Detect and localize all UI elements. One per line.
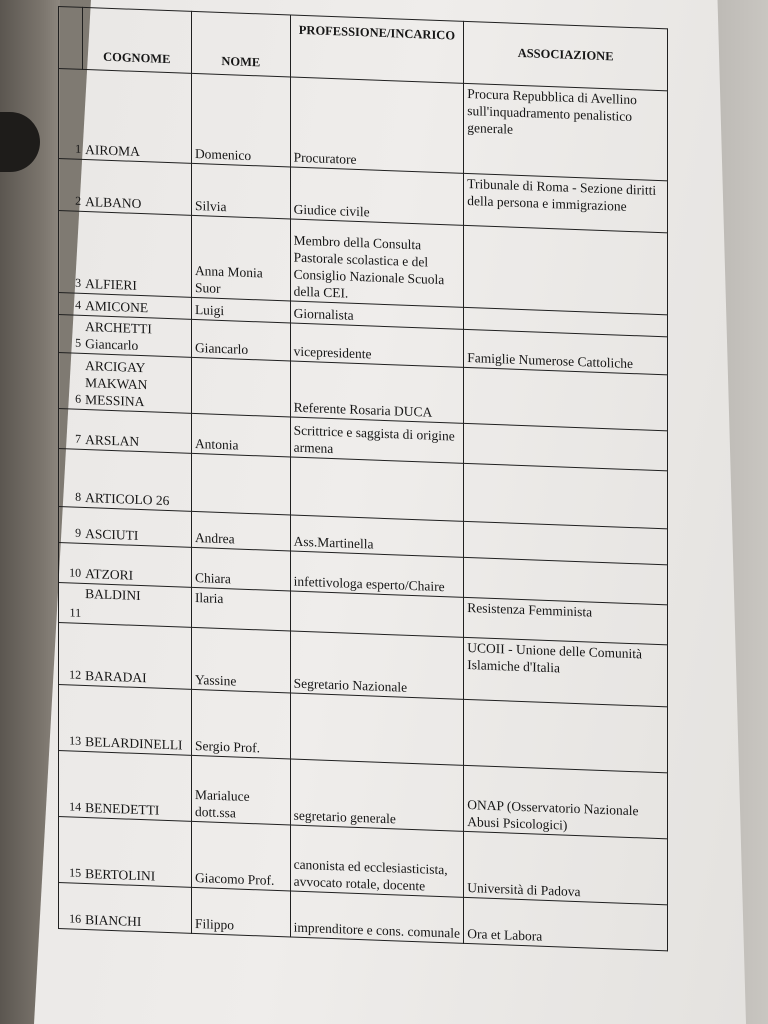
row-number: 6 (59, 353, 83, 410)
header-num (59, 7, 83, 70)
cognome-cell: BALDINI (82, 583, 191, 627)
professione-cell: Ass.Martinella (290, 515, 464, 557)
cognome-cell: ATZORI (82, 543, 191, 587)
cognome-cell: ARCHETTI Giancarlo (82, 315, 191, 357)
nome-cell: Yassine (191, 627, 290, 693)
cognome-cell: BARADAI (82, 623, 191, 689)
professione-cell: Procuratore (290, 77, 464, 173)
associazione-cell: Università di Padova (464, 831, 668, 904)
participants-table (58, 6, 668, 951)
professione-cell: Referente Rosaria DUCA (290, 361, 464, 423)
nome-cell (191, 357, 290, 417)
nome-cell: Antonia (191, 413, 290, 457)
professione-cell: Membro della Consulta Pastorale scolastica e del Consiglio Nazionale Scuola della CEI. (290, 219, 464, 307)
professione-cell: Segretario Nazionale (290, 631, 464, 699)
cognome-cell: BELARDINELLI (82, 685, 191, 755)
row-number: 16 (59, 883, 83, 930)
nome-cell: Ilaria (191, 587, 290, 631)
document-sheet (58, 6, 668, 1018)
professione-cell (290, 591, 464, 637)
header-associazione: ASSOCIAZIONE (464, 21, 668, 90)
row-number: 13 (59, 685, 83, 752)
associazione-cell: ONAP (Osservatorio Nazionale Abusi Psicologici) (464, 765, 668, 838)
professione-cell: Giornalista (290, 301, 464, 329)
nome-cell: Luigi (191, 297, 290, 323)
row-number: 3 (59, 211, 83, 294)
associazione-cell: Famiglie Numerose Cattoliche (464, 329, 668, 374)
nome-cell: Sergio Prof. (191, 689, 290, 759)
nome-cell: Filippo (191, 887, 290, 937)
nome-cell: Andrea (191, 511, 290, 551)
row-number: 5 (59, 315, 83, 354)
associazione-cell: Procura Repubblica di Avellino sull'inquadramento penalistico generale (464, 83, 668, 180)
row-number: 12 (59, 623, 83, 686)
professione-cell (290, 457, 464, 521)
nome-cell: Chiara (191, 547, 290, 591)
cognome-cell: AMICONE (82, 293, 191, 319)
row-number: 15 (59, 817, 83, 884)
row-number: 8 (59, 449, 83, 508)
professione-cell: segretario generale (290, 759, 464, 831)
professione-cell: imprenditore e cons. comunale (290, 891, 464, 943)
header-nome: NOME (191, 11, 290, 77)
cognome-cell: BENEDETTI (82, 751, 191, 821)
row-number: 10 (59, 543, 83, 584)
cognome-cell: BIANCHI (82, 883, 191, 933)
header-cognome: COGNOME (82, 7, 191, 73)
nome-cell: Marialuce dott.ssa (191, 755, 290, 825)
cognome-cell: BERTOLINI (82, 817, 191, 887)
professione-cell: infettivologa esperto/Chaire (290, 551, 464, 597)
nome-cell (191, 453, 290, 515)
professione-cell: vicepresidente (290, 323, 464, 367)
cognome-cell: AIROMA (82, 69, 191, 163)
row-number: 11 (59, 583, 83, 624)
professione-cell: Giudice civile (290, 167, 464, 225)
professione-cell: Scrittrice e saggista di origine armena (290, 417, 464, 463)
associazione-cell: Ora et Labora (464, 897, 668, 950)
cognome-cell: ALBANO (82, 159, 191, 215)
cognome-cell: ARTICOLO 26 (82, 449, 191, 511)
nome-cell: Giancarlo (191, 319, 290, 361)
associazione-cell (464, 699, 668, 772)
row-number: 2 (59, 159, 83, 212)
associazione-cell (464, 463, 668, 528)
row-number: 9 (59, 507, 83, 544)
associazione-cell: Tribunale di Roma - Sezione diritti della persona e immigrazione (464, 173, 668, 232)
professione-cell (290, 693, 464, 765)
nome-cell: Anna Monia Suor (191, 215, 290, 301)
cognome-cell: ASCIUTI (82, 507, 191, 547)
row-number: 4 (59, 293, 83, 316)
associazione-cell (464, 225, 668, 314)
associazione-cell (464, 367, 668, 430)
nome-cell: Giacomo Prof. (191, 821, 290, 891)
professione-cell: canonista ed ecclesiasticista, avvocato rotale, docente (290, 825, 464, 897)
nome-cell: Domenico (191, 73, 290, 167)
cognome-cell: ALFIERI (82, 211, 191, 297)
row-number: 1 (59, 69, 83, 160)
row-number: 7 (59, 409, 83, 450)
header-professione: PROFESSIONE/INCARICO (290, 15, 464, 83)
row-number: 14 (59, 751, 83, 818)
associazione-cell: Resistenza Femminista (464, 597, 668, 644)
cognome-cell: ARCIGAY MAKWAN MESSINA (82, 353, 191, 413)
nome-cell: Silvia (191, 163, 290, 219)
associazione-cell: UCOII - Unione delle Comunità Islamiche d'Italia (464, 637, 668, 706)
cognome-cell: ARSLAN (82, 409, 191, 453)
